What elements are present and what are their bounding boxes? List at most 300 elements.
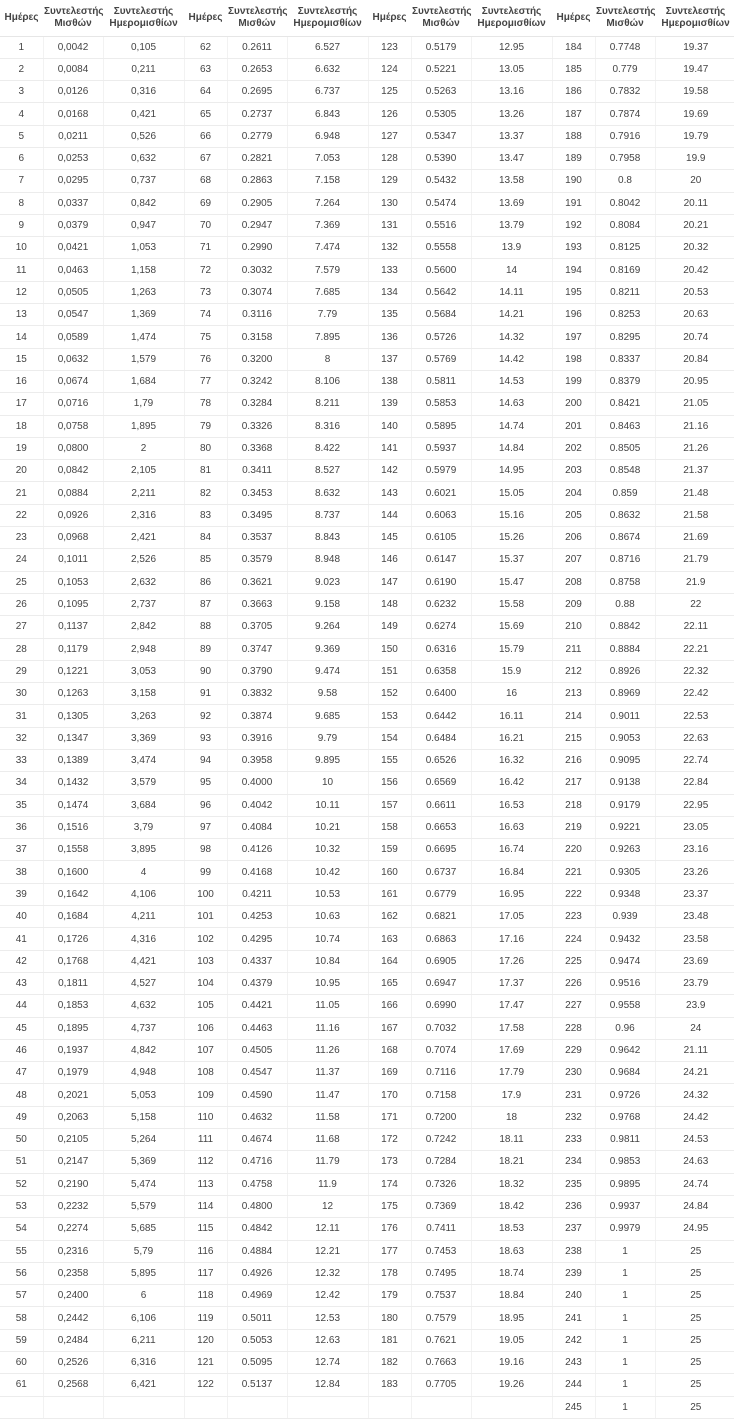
salary-coefficient-cell: 0.6905 [411, 950, 471, 972]
daily-wage-coefficient-cell: 12.42 [287, 1285, 368, 1307]
daily-wage-coefficient-cell: 18.84 [471, 1285, 552, 1307]
days-cell: 222 [552, 883, 595, 905]
days-cell: 78 [184, 393, 227, 415]
salary-coefficient-cell: 0.8969 [595, 683, 655, 705]
salary-coefficient-cell: 0.7411 [411, 1218, 471, 1240]
salary-coefficient-cell: 0.6316 [411, 638, 471, 660]
salary-coefficient-cell: 0.6695 [411, 839, 471, 861]
daily-wage-coefficient-cell: 3,684 [103, 794, 184, 816]
daily-wage-coefficient-cell: 17.37 [471, 972, 552, 994]
days-cell: 34 [0, 772, 43, 794]
table-row [0, 593, 734, 615]
daily-wage-coefficient-cell: 13.69 [471, 192, 552, 214]
daily-wage-coefficient-cell: 5,158 [103, 1106, 184, 1128]
salary-coefficient-cell: 0,1347 [43, 727, 103, 749]
days-cell: 229 [552, 1039, 595, 1061]
days-cell: 165 [368, 972, 411, 994]
days-cell: 56 [0, 1262, 43, 1284]
days-cell: 244 [552, 1374, 595, 1396]
table-row [0, 1285, 734, 1307]
salary-coefficient-cell: 0.9348 [595, 883, 655, 905]
table-row [0, 326, 734, 348]
days-cell: 210 [552, 616, 595, 638]
daily-wage-coefficient-cell: 14.63 [471, 393, 552, 415]
days-cell: 117 [184, 1262, 227, 1284]
daily-wage-coefficient-cell: 11.58 [287, 1106, 368, 1128]
days-cell: 39 [0, 883, 43, 905]
days-cell: 183 [368, 1374, 411, 1396]
daily-wage-coefficient-cell: 6.843 [287, 103, 368, 125]
salary-coefficient-cell: 0,0253 [43, 147, 103, 169]
daily-wage-coefficient-cell: 0,526 [103, 125, 184, 147]
daily-wage-coefficient-cell: 2,842 [103, 616, 184, 638]
salary-coefficient-cell: 0.4000 [227, 772, 287, 794]
salary-coefficient-cell: 0,1432 [43, 772, 103, 794]
days-cell: 108 [184, 1062, 227, 1084]
days-cell: 37 [0, 839, 43, 861]
salary-coefficient-cell: 0.3747 [227, 638, 287, 660]
salary-coefficient-cell: 0.5558 [411, 237, 471, 259]
salary-coefficient-cell: 0,2274 [43, 1218, 103, 1240]
salary-coefficient-cell: 0.3242 [227, 370, 287, 392]
days-cell: 104 [184, 972, 227, 994]
daily-wage-coefficient-cell: 21.05 [655, 393, 734, 415]
days-cell: 54 [0, 1218, 43, 1240]
daily-wage-coefficient-cell: 18.42 [471, 1195, 552, 1217]
table-row [0, 1017, 734, 1039]
days-cell: 27 [0, 616, 43, 638]
daily-wage-coefficient-cell: 16.11 [471, 705, 552, 727]
days-cell: 214 [552, 705, 595, 727]
daily-wage-coefficient-cell: 16.95 [471, 883, 552, 905]
salary-coefficient-cell: 0.7326 [411, 1173, 471, 1195]
salary-coefficient-cell: 0.7242 [411, 1129, 471, 1151]
daily-wage-coefficient-cell: 25 [655, 1285, 734, 1307]
table-row [0, 281, 734, 303]
daily-wage-coefficient-cell: 21.69 [655, 527, 734, 549]
salary-coefficient-cell: 0.939 [595, 906, 655, 928]
days-cell: 42 [0, 950, 43, 972]
table-row [0, 772, 734, 794]
daily-wage-coefficient-cell: 2,211 [103, 482, 184, 504]
days-cell: 63 [184, 58, 227, 80]
salary-coefficient-cell: 0,2105 [43, 1129, 103, 1151]
daily-wage-coefficient-cell: 9.023 [287, 571, 368, 593]
daily-wage-coefficient-cell: 3,895 [103, 839, 184, 861]
days-cell: 89 [184, 638, 227, 660]
salary-coefficient-cell: 0.2990 [227, 237, 287, 259]
salary-coefficient-cell: 1 [595, 1396, 655, 1418]
salary-coefficient-cell: 0.3916 [227, 727, 287, 749]
daily-wage-coefficient-cell: 19.26 [471, 1374, 552, 1396]
salary-coefficient-cell: 0.4674 [227, 1129, 287, 1151]
salary-coefficient-cell: 0.4168 [227, 861, 287, 883]
salary-coefficient-cell: 0,1600 [43, 861, 103, 883]
daily-wage-coefficient-cell: 20.74 [655, 326, 734, 348]
salary-coefficient-cell: 0.3032 [227, 259, 287, 281]
days-cell: 19 [0, 437, 43, 459]
salary-coefficient-cell: 0.4042 [227, 794, 287, 816]
salary-coefficient-cell: 0,2526 [43, 1352, 103, 1374]
days-cell: 126 [368, 103, 411, 125]
daily-wage-coefficient-cell: 22.42 [655, 683, 734, 705]
daily-wage-coefficient-cell: 23.69 [655, 950, 734, 972]
salary-coefficient-cell: 1 [595, 1262, 655, 1284]
days-cell: 163 [368, 928, 411, 950]
salary-coefficient-cell: 0,0168 [43, 103, 103, 125]
salary-coefficient-cell: 0,1853 [43, 995, 103, 1017]
daily-wage-coefficient-cell: 21.37 [655, 460, 734, 482]
daily-wage-coefficient-cell: 20 [655, 170, 734, 192]
days-cell: 92 [184, 705, 227, 727]
daily-wage-coefficient-cell: 4 [103, 861, 184, 883]
salary-coefficient-cell: 0.9516 [595, 972, 655, 994]
table-row [0, 750, 734, 772]
salary-coefficient-cell: 0,0716 [43, 393, 103, 415]
table-row [0, 259, 734, 281]
days-cell: 231 [552, 1084, 595, 1106]
daily-wage-coefficient-cell: 13.79 [471, 214, 552, 236]
days-cell: 8 [0, 192, 43, 214]
daily-wage-coefficient-cell: 8.527 [287, 460, 368, 482]
daily-wage-coefficient-cell: 22.11 [655, 616, 734, 638]
salary-coefficient-cell: 0.7158 [411, 1084, 471, 1106]
table-row [0, 705, 734, 727]
daily-wage-coefficient-cell: 5,79 [103, 1240, 184, 1262]
days-cell [0, 1396, 43, 1418]
salary-coefficient-cell: 0.7369 [411, 1195, 471, 1217]
salary-coefficient-cell: 0,0421 [43, 237, 103, 259]
salary-coefficient-cell: 0.6232 [411, 593, 471, 615]
salary-coefficient-cell: 0.9432 [595, 928, 655, 950]
salary-coefficient-cell: 0,2484 [43, 1329, 103, 1351]
days-cell: 11 [0, 259, 43, 281]
daily-wage-coefficient-cell: 16 [471, 683, 552, 705]
days-cell: 110 [184, 1106, 227, 1128]
days-cell: 192 [552, 214, 595, 236]
daily-wage-coefficient-cell: 13.9 [471, 237, 552, 259]
days-cell: 59 [0, 1329, 43, 1351]
daily-wage-coefficient-cell: 1,158 [103, 259, 184, 281]
salary-coefficient-cell: 0.3116 [227, 304, 287, 326]
days-cell: 142 [368, 460, 411, 482]
salary-coefficient-cell: 0.8379 [595, 370, 655, 392]
salary-coefficient-cell: 0.2821 [227, 147, 287, 169]
days-cell: 112 [184, 1151, 227, 1173]
table-row [0, 415, 734, 437]
days-cell: 62 [184, 36, 227, 58]
daily-wage-coefficient-cell: 16.32 [471, 750, 552, 772]
daily-wage-coefficient-cell: 2,632 [103, 571, 184, 593]
salary-coefficient-cell: 0.8084 [595, 214, 655, 236]
days-cell: 95 [184, 772, 227, 794]
salary-coefficient-cell: 0.9221 [595, 816, 655, 838]
salary-coefficient-cell: 0.3790 [227, 660, 287, 682]
salary-coefficient-cell: 0,2063 [43, 1106, 103, 1128]
salary-coefficient-cell: 0.8253 [595, 304, 655, 326]
daily-wage-coefficient-cell: 15.47 [471, 571, 552, 593]
daily-wage-coefficient-cell: 8.948 [287, 549, 368, 571]
days-cell: 200 [552, 393, 595, 415]
daily-wage-coefficient-cell: 8.843 [287, 527, 368, 549]
salary-coefficient-cell: 0.7705 [411, 1374, 471, 1396]
daily-wage-coefficient-cell: 5,579 [103, 1195, 184, 1217]
daily-wage-coefficient-cell: 1,263 [103, 281, 184, 303]
salary-coefficient-cell: 0,1516 [43, 816, 103, 838]
table-row [0, 36, 734, 58]
daily-wage-coefficient-cell: 15.05 [471, 482, 552, 504]
daily-wage-coefficient-cell: 6,211 [103, 1329, 184, 1351]
salary-coefficient-cell: 0.6442 [411, 705, 471, 727]
table-row [0, 816, 734, 838]
table-row [0, 1062, 734, 1084]
days-cell: 50 [0, 1129, 43, 1151]
salary-coefficient-cell: 0.3874 [227, 705, 287, 727]
salary-coefficient-cell: 0.6653 [411, 816, 471, 838]
table-row [0, 571, 734, 593]
days-cell: 87 [184, 593, 227, 615]
salary-coefficient-cell: 0,0632 [43, 348, 103, 370]
days-cell: 152 [368, 683, 411, 705]
daily-wage-coefficient-cell: 15.79 [471, 638, 552, 660]
daily-wage-coefficient-cell: 8.211 [287, 393, 368, 415]
daily-wage-coefficient-cell: 24.95 [655, 1218, 734, 1240]
days-cell: 35 [0, 794, 43, 816]
table-row [0, 1307, 734, 1329]
daily-wage-coefficient-cell: 0,316 [103, 81, 184, 103]
daily-wage-coefficient-cell: 2,948 [103, 638, 184, 660]
daily-wage-coefficient-cell: 23.05 [655, 816, 734, 838]
salary-coefficient-cell: 0.2611 [227, 36, 287, 58]
table-row [0, 1129, 734, 1151]
daily-wage-coefficient-cell: 5,264 [103, 1129, 184, 1151]
daily-wage-coefficient-cell: 8.632 [287, 482, 368, 504]
salary-coefficient-cell: 0.5937 [411, 437, 471, 459]
days-cell: 38 [0, 861, 43, 883]
daily-wage-coefficient-cell: 5,474 [103, 1173, 184, 1195]
days-cell: 36 [0, 816, 43, 838]
daily-wage-coefficient-cell: 7.369 [287, 214, 368, 236]
daily-wage-coefficient-cell: 10.42 [287, 861, 368, 883]
salary-coefficient-cell: 0.9263 [595, 839, 655, 861]
daily-wage-coefficient-cell: 18.53 [471, 1218, 552, 1240]
daily-wage-coefficient-cell: 16.84 [471, 861, 552, 883]
days-cell: 24 [0, 549, 43, 571]
days-cell: 124 [368, 58, 411, 80]
daily-wage-coefficient-cell: 10.84 [287, 950, 368, 972]
daily-wage-coefficient-cell: 18.32 [471, 1173, 552, 1195]
daily-wage-coefficient-cell: 0,842 [103, 192, 184, 214]
table-body [0, 36, 734, 1418]
days-cell: 26 [0, 593, 43, 615]
salary-coefficient-cell: 0.6021 [411, 482, 471, 504]
salary-coefficient-cell: 0.3368 [227, 437, 287, 459]
salary-coefficient-cell: 0.6484 [411, 727, 471, 749]
salary-coefficient-cell: 0.8716 [595, 549, 655, 571]
daily-wage-coefficient-cell: 13.37 [471, 125, 552, 147]
header-days: Ημέρες [0, 0, 43, 36]
daily-wage-coefficient-cell: 9.685 [287, 705, 368, 727]
days-cell: 66 [184, 125, 227, 147]
daily-wage-coefficient-cell: 18.95 [471, 1307, 552, 1329]
days-cell: 7 [0, 170, 43, 192]
salary-coefficient-cell: 0.4969 [227, 1285, 287, 1307]
salary-coefficient-cell: 0.6611 [411, 794, 471, 816]
salary-coefficient-cell: 0.88 [595, 593, 655, 615]
daily-wage-coefficient-cell: 6.632 [287, 58, 368, 80]
salary-coefficient-cell: 0.2653 [227, 58, 287, 80]
days-cell: 223 [552, 906, 595, 928]
daily-wage-coefficient-cell: 10.32 [287, 839, 368, 861]
daily-wage-coefficient-cell: 0,211 [103, 58, 184, 80]
daily-wage-coefficient-cell: 12 [287, 1195, 368, 1217]
salary-coefficient-cell: 0.2947 [227, 214, 287, 236]
daily-wage-coefficient-cell: 11.16 [287, 1017, 368, 1039]
daily-wage-coefficient-cell: 22 [655, 593, 734, 615]
days-cell: 211 [552, 638, 595, 660]
salary-coefficient-cell: 0.9011 [595, 705, 655, 727]
days-cell: 12 [0, 281, 43, 303]
daily-wage-coefficient-cell: 15.16 [471, 504, 552, 526]
days-cell: 161 [368, 883, 411, 905]
daily-wage-coefficient-cell: 23.9 [655, 995, 734, 1017]
days-cell: 155 [368, 750, 411, 772]
days-cell: 226 [552, 972, 595, 994]
daily-wage-coefficient-cell: 24.32 [655, 1084, 734, 1106]
days-cell: 212 [552, 660, 595, 682]
days-cell: 61 [0, 1374, 43, 1396]
days-cell: 178 [368, 1262, 411, 1284]
salary-coefficient-cell: 0,1095 [43, 593, 103, 615]
table-row [0, 125, 734, 147]
days-cell: 118 [184, 1285, 227, 1307]
daily-wage-coefficient-cell: 8.737 [287, 504, 368, 526]
days-cell: 199 [552, 370, 595, 392]
days-cell: 22 [0, 504, 43, 526]
daily-wage-coefficient-cell: 0,737 [103, 170, 184, 192]
days-cell: 40 [0, 906, 43, 928]
days-cell: 55 [0, 1240, 43, 1262]
daily-wage-coefficient-cell: 16.53 [471, 794, 552, 816]
table-row [0, 1218, 734, 1240]
days-cell: 148 [368, 593, 411, 615]
days-cell: 28 [0, 638, 43, 660]
salary-coefficient-cell: 0.7958 [595, 147, 655, 169]
daily-wage-coefficient-cell: 20.53 [655, 281, 734, 303]
days-cell: 68 [184, 170, 227, 192]
table-row [0, 839, 734, 861]
days-cell: 91 [184, 683, 227, 705]
days-cell: 130 [368, 192, 411, 214]
header-salary-coefficient: Συντελεστής Μισθών [227, 0, 287, 36]
salary-coefficient-cell: 0.9768 [595, 1106, 655, 1128]
table-row [0, 1195, 734, 1217]
salary-coefficient-cell: 0.6737 [411, 861, 471, 883]
daily-wage-coefficient-cell: 14.21 [471, 304, 552, 326]
daily-wage-coefficient-cell: 21.58 [655, 504, 734, 526]
days-cell: 182 [368, 1352, 411, 1374]
daily-wage-coefficient-cell: 14.11 [471, 281, 552, 303]
salary-coefficient-cell: 0.4632 [227, 1106, 287, 1128]
daily-wage-coefficient-cell: 11.26 [287, 1039, 368, 1061]
days-cell: 195 [552, 281, 595, 303]
salary-coefficient-cell: 1 [595, 1307, 655, 1329]
days-cell: 175 [368, 1195, 411, 1217]
days-cell: 146 [368, 549, 411, 571]
salary-coefficient-cell: 0,1137 [43, 616, 103, 638]
table-row [0, 928, 734, 950]
salary-coefficient-cell: 0.6947 [411, 972, 471, 994]
salary-coefficient-cell: 0.7200 [411, 1106, 471, 1128]
daily-wage-coefficient-cell: 23.26 [655, 861, 734, 883]
salary-coefficient-cell: 0.5895 [411, 415, 471, 437]
header-days: Ημέρες [368, 0, 411, 36]
days-cell: 67 [184, 147, 227, 169]
days-cell: 80 [184, 437, 227, 459]
days-cell: 179 [368, 1285, 411, 1307]
days-cell: 94 [184, 750, 227, 772]
salary-coefficient-cell: 0.7032 [411, 1017, 471, 1039]
days-cell: 164 [368, 950, 411, 972]
salary-coefficient-cell: 0.2737 [227, 103, 287, 125]
days-cell: 64 [184, 81, 227, 103]
daily-wage-coefficient-cell: 11.68 [287, 1129, 368, 1151]
daily-wage-coefficient-cell: 19.9 [655, 147, 734, 169]
daily-wage-coefficient-cell: 13.16 [471, 81, 552, 103]
salary-coefficient-cell: 0.4800 [227, 1195, 287, 1217]
daily-wage-coefficient-cell [103, 1396, 184, 1418]
daily-wage-coefficient-cell: 24.74 [655, 1173, 734, 1195]
days-cell: 65 [184, 103, 227, 125]
salary-coefficient-cell: 0.4463 [227, 1017, 287, 1039]
salary-coefficient-cell: 0.7621 [411, 1329, 471, 1351]
salary-coefficient-cell: 0.8211 [595, 281, 655, 303]
days-cell: 242 [552, 1329, 595, 1351]
salary-coefficient-cell: 0,1895 [43, 1017, 103, 1039]
salary-coefficient-cell: 0.5474 [411, 192, 471, 214]
daily-wage-coefficient-cell: 10.74 [287, 928, 368, 950]
salary-coefficient-cell: 0.859 [595, 482, 655, 504]
salary-coefficient-cell: 0,2442 [43, 1307, 103, 1329]
daily-wage-coefficient-cell: 8 [287, 348, 368, 370]
daily-wage-coefficient-cell: 7.053 [287, 147, 368, 169]
salary-coefficient-cell: 0,0589 [43, 326, 103, 348]
salary-coefficient-cell: 0,1221 [43, 660, 103, 682]
days-cell: 97 [184, 816, 227, 838]
days-cell: 2 [0, 58, 43, 80]
salary-coefficient-cell: 0.6105 [411, 527, 471, 549]
salary-coefficient-cell: 0.3579 [227, 549, 287, 571]
days-cell: 13 [0, 304, 43, 326]
daily-wage-coefficient-cell: 21.48 [655, 482, 734, 504]
salary-coefficient-cell: 0.7832 [595, 81, 655, 103]
salary-coefficient-cell: 0.7537 [411, 1285, 471, 1307]
daily-wage-coefficient-cell: 0,947 [103, 214, 184, 236]
daily-wage-coefficient-cell: 16.21 [471, 727, 552, 749]
salary-coefficient-cell: 0.6569 [411, 772, 471, 794]
days-cell: 53 [0, 1195, 43, 1217]
daily-wage-coefficient-cell: 21.11 [655, 1039, 734, 1061]
daily-wage-coefficient-cell: 9.79 [287, 727, 368, 749]
days-cell: 193 [552, 237, 595, 259]
salary-coefficient-cell: 0.7284 [411, 1151, 471, 1173]
salary-coefficient-cell: 0,1979 [43, 1062, 103, 1084]
salary-coefficient-cell: 0.4926 [227, 1262, 287, 1284]
daily-wage-coefficient-cell: 3,263 [103, 705, 184, 727]
days-cell: 217 [552, 772, 595, 794]
days-cell: 90 [184, 660, 227, 682]
days-cell: 172 [368, 1129, 411, 1151]
